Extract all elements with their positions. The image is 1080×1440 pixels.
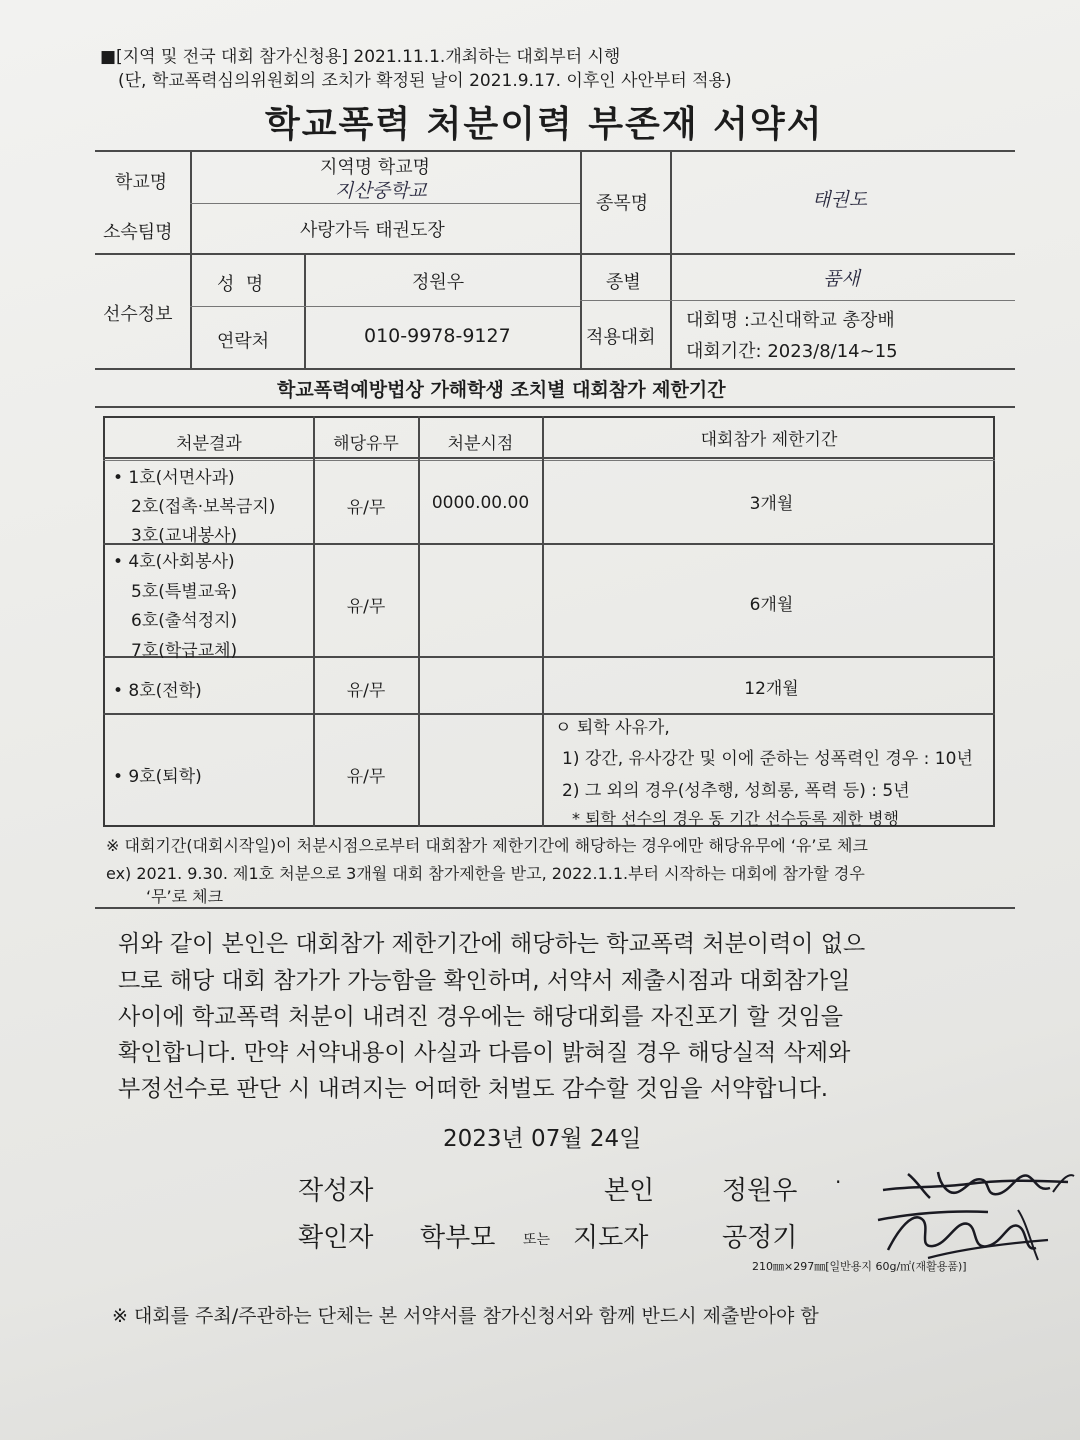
competition-label: 적용대회 <box>586 327 656 348</box>
confirmer-name: 공정기 <box>722 1223 798 1253</box>
note-2b: ‘무’로 체크 <box>146 887 224 906</box>
pledge-date: 2023년 07월 24일 <box>443 1126 642 1152</box>
school-label: 학교명 <box>115 172 168 193</box>
contact-value: 010-9978-9127 <box>364 325 511 347</box>
coach-label: 지도자 <box>573 1223 649 1253</box>
event-value: 태권도 <box>812 189 868 211</box>
row4-period-line-1: ㅇ 퇴학 사유가, <box>555 718 670 738</box>
row1-applies: 유/무 <box>346 498 386 518</box>
note-2a: ex) 2021. 9.30. 제1호 처분으로 3개월 대회 참가제한을 받고, 2022.1.1.부터 시작하는 대회에 참가할 경우 <box>106 864 865 883</box>
name-value: 정원우 <box>412 272 465 293</box>
pledge-line-1: 위와 같이 본인은 대회참가 제한기간에 해당하는 학교폭력 처분이력이 없으 <box>118 931 866 957</box>
notice-line-1: ■[지역 및 전국 대회 참가신청용] 2021.11.1.개최하는 대회부터 시행 <box>100 47 621 67</box>
class-label: 종별 <box>606 272 641 293</box>
row1-item-2: 2호(접촉·보복금지) <box>131 497 276 517</box>
header-result: 처분결과 <box>176 434 242 454</box>
school-name-value: 지산중학교 <box>335 180 427 202</box>
row2-item-1: • 4호(사회봉사) <box>113 552 235 572</box>
restriction-section-title: 학교폭력예방법상 가해학생 조치별 대회참가 제한기간 <box>277 379 726 401</box>
competition-period: 대회기간: 2023/8/14~15 <box>686 341 898 362</box>
contact-label: 연락처 <box>217 331 270 352</box>
player-info-label: 선수정보 <box>103 304 173 325</box>
team-label: 소속팀명 <box>103 222 173 243</box>
row1-item-1: • 1호(서면사과) <box>113 468 235 488</box>
row2-item-4: 7호(학급교체) <box>131 641 238 661</box>
event-label: 종목명 <box>596 193 649 214</box>
self-label: 본인 <box>604 1176 655 1206</box>
pledge-line-2: 므로 해당 대회 참가가 가능함을 확인하며, 서약서 제출시점과 대회참가일 <box>118 968 851 994</box>
row2-item-3: 6호(출석정지) <box>131 611 238 631</box>
school-hint: 지역명 학교명 <box>320 157 431 178</box>
row4-period-line-4: * 퇴학 선수의 경우 동 기간 선수등록 제한 병행 <box>572 809 899 828</box>
paper-spec: 210㎜×297㎜[일반용지 60g/㎡(재활용품)] <box>752 1260 967 1273</box>
competition-name: 대회명 :고신대학교 총장배 <box>686 310 895 331</box>
writer-label: 작성자 <box>298 1176 374 1206</box>
seal-mark: · <box>835 1170 842 1194</box>
row2-period: 6개월 <box>749 595 794 615</box>
writer-name: 정원우 <box>722 1176 798 1206</box>
name-label: 성 명 <box>217 274 264 295</box>
document-title: 학교폭력 처분이력 부존재 서약서 <box>265 104 824 145</box>
header-date: 처분시점 <box>447 434 514 454</box>
row1-date: 0000.00.00 <box>431 493 530 513</box>
row2-applies: 유/무 <box>346 597 386 617</box>
pledge-line-5: 부정선수로 판단 시 내려지는 어떠한 처벌도 감수할 것임을 서약합니다. <box>118 1076 829 1102</box>
class-value: 품새 <box>823 268 860 290</box>
pledge-line-4: 확인합니다. 만약 서약내용이 사실과 다름이 밝혀질 경우 해당실적 삭제와 <box>118 1040 851 1066</box>
notice-line-2: (단, 학교폭력심의위원회의 조치가 확정된 날이 2021.9.17. 이후인 사안부터 적용) <box>118 71 732 91</box>
row1-item-3: 3호(교내봉사) <box>131 526 238 546</box>
row3-item-1: • 8호(전학) <box>113 681 202 701</box>
row3-applies: 유/무 <box>346 681 386 701</box>
guardian-label: 학부모 <box>420 1223 496 1253</box>
confirmer-label: 확인자 <box>298 1223 374 1253</box>
row2-item-2: 5호(특별교육) <box>131 582 238 602</box>
note-1: ※ 대회기간(대회시작일)이 처분시점으로부터 대회참가 제한기간에 해당하는 경우에만 해당유무에 ‘유’로 체크 <box>106 836 868 855</box>
pledge-line-3: 사이에 학교폭력 처분이 내려진 경우에는 해당대회를 자진포기 할 것임을 <box>118 1004 844 1030</box>
team-value: 사랑가득 태권도장 <box>300 220 445 241</box>
row4-period-line-2: 1) 강간, 유사강간 및 이에 준하는 성폭력인 경우 : 10년 <box>562 749 973 769</box>
footer-notice: ※ 대회를 주최/주관하는 단체는 본 서약서를 참가신청서와 함께 반드시 제출받아야 함 <box>112 1305 819 1327</box>
row4-item-1: • 9호(퇴학) <box>113 767 202 787</box>
header-applies: 해당유무 <box>333 434 399 454</box>
row3-period: 12개월 <box>744 679 799 699</box>
row4-applies: 유/무 <box>346 767 386 787</box>
row1-period: 3개월 <box>749 494 794 514</box>
or-label: 또는 <box>523 1232 551 1248</box>
row4-period-line-3: 2) 그 외의 경우(성추행, 성희롱, 폭력 등) : 5년 <box>562 781 910 801</box>
header-period: 대회참가 제한기간 <box>700 430 838 450</box>
confirmer-signature <box>868 1200 1058 1265</box>
